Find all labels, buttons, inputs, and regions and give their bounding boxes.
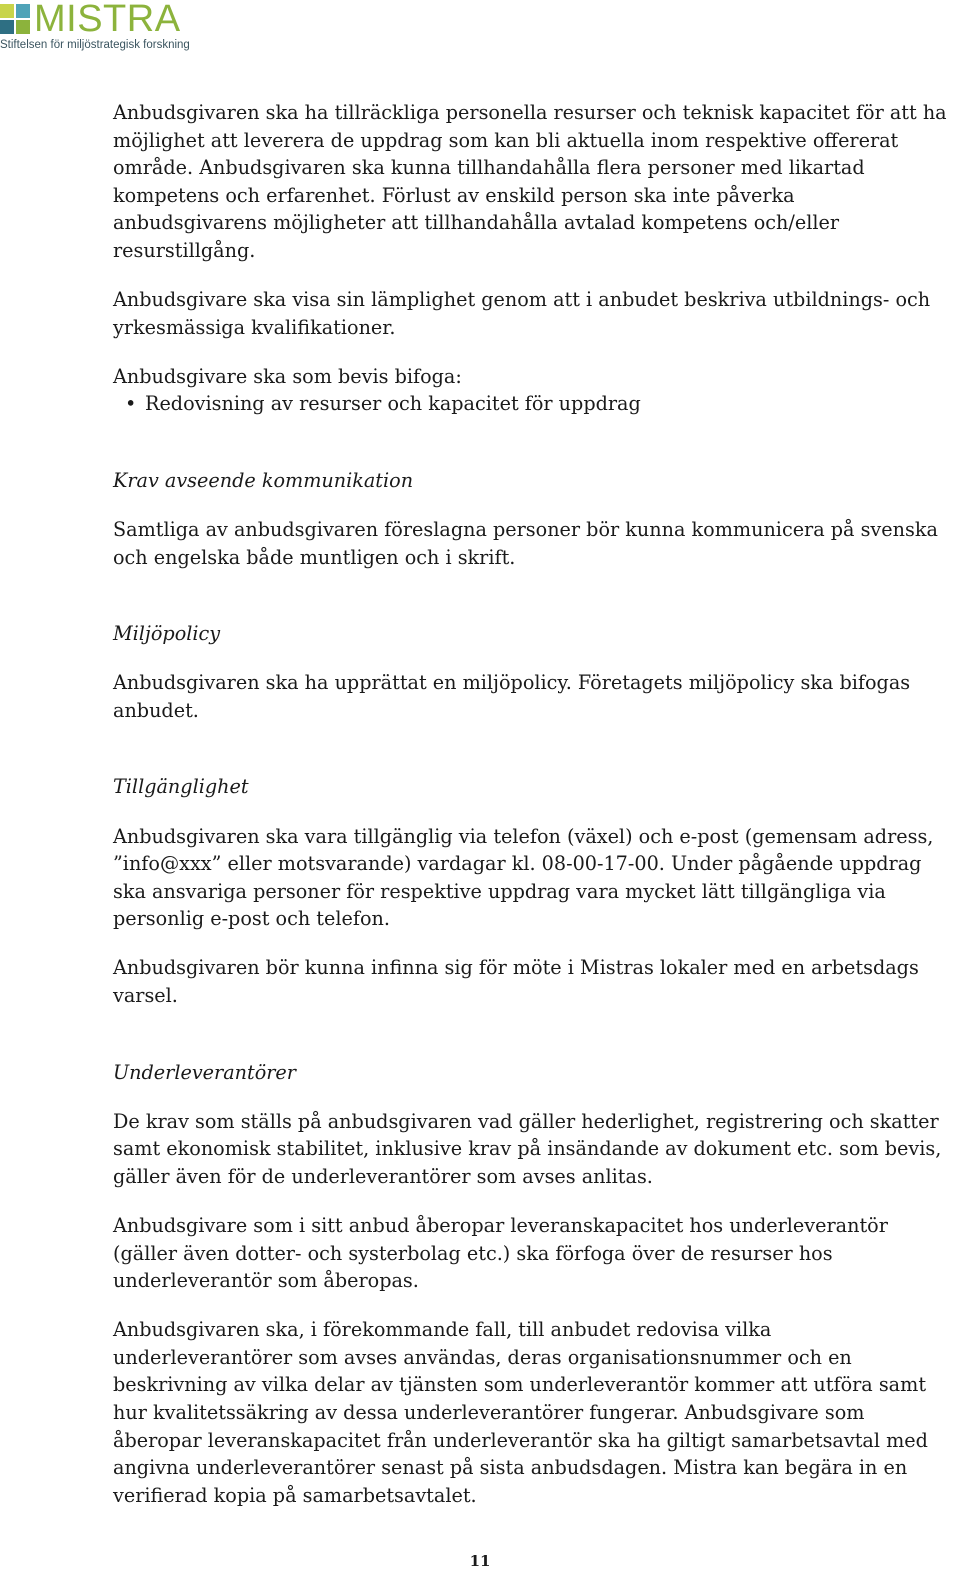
heading-kommunikation: Krav avseende kommunikation	[113, 468, 414, 492]
logo-squares-icon	[0, 4, 30, 34]
paragraph-miljopolicy: Anbudsgivaren ska ha upprättat en miljöpolicy. Företagets miljöpolicy ska bifogas anbudet.	[113, 671, 911, 722]
logo-wordmark: MISTRA	[34, 0, 181, 40]
paragraph-suitability: Anbudsgivare ska visa sin lämplighet genom att i anbudet beskriva utbildnings- och yrkesmässiga kvalifikationer.	[113, 287, 931, 339]
document-body	[113, 99, 949, 1531]
heading-underleverantorer: Underleverantörer	[113, 1060, 296, 1084]
paragraph-underleverantorer-3: Anbudsgivaren ska, i förekommande fall, till anbudet redovisa vilka underleverantörer som avses användas, deras organisationsnummer och en beskrivning av vilka delar av tjänsten som underleverantör kommer att utföra samt hur kvalitetssäkring av dessa underleverantörer fungerar. Anbudsgivare som åberopar leveranskapacitet från underleverantör ska ha giltigt samarbetsavtal med angivna underleverantörer senast på sista anbudsdagen. Mistra kan begära in en verifierad kopia på samarbetsavtalet.	[113, 1318, 928, 1507]
heading-tillganglighet: Tillgänglighet	[113, 775, 249, 799]
paragraph-tillganglighet-1: Anbudsgivaren ska vara tillgänglig via telefon (växel) och e-post (gemensam adress, ”info@xxx” eller motsvarande) vardagar kl. 08-00-17-00. Under pågående uppdrag ska ansvariga personer för respektive uppdrag vara mycket lätt tillgängliga via personlig e-post och telefon.	[113, 824, 934, 931]
paragraph-attach-intro: Anbudsgivare ska som bevis bifoga:	[113, 364, 462, 388]
attachment-list	[113, 390, 949, 418]
heading-miljopolicy: Miljöpolicy	[113, 622, 221, 646]
list-item: • Redovisning av resurser och kapacitet för uppdrag	[145, 390, 949, 418]
paragraph-underleverantorer-2: Anbudsgivare som i sitt anbud åberopar leveranskapacitet hos underleverantör (gäller även dotter- och systerbolag etc.) ska förfoga över de resurser hos underleverantör som åberopas.	[113, 1213, 888, 1293]
mistra-logo	[0, 0, 200, 56]
paragraph-tillganglighet-2: Anbudsgivaren bör kunna infinna sig för möte i Mistras lokaler med en arbetsdags varsel.	[113, 956, 919, 1008]
logo-tagline: Stiftelsen för miljöstrategisk forskning	[0, 39, 190, 51]
page-number: 11	[469, 1552, 491, 1570]
paragraph-resources: Anbudsgivaren ska ha tillräckliga personella resurser och teknisk kapacitet för att ha möjlighet att leverera de uppdrag som kan bli aktuella inom respektive offererat område. Anbudsgivaren ska kunna tillhandahålla flera personer med likartad kompetens och erfarenhet. Förlust av enskild person ska inte påverka anbudsgivarens möjligheter att tillhandahålla avtalad kompetens och/eller resurstillgång.	[113, 101, 947, 262]
paragraph-kommunikation: Samtliga av anbudsgivaren föreslagna personer bör kunna kommunicera på svenska och engelska både muntligen och i skrift.	[113, 517, 938, 569]
paragraph-underleverantorer-1: De krav som ställs på anbudsgivaren vad gäller hederlighet, registrering och skatter samt ekonomisk stabilitet, inklusive krav på insändande av dokument etc. som bevis, gäller även för de underleverantörer som avses anlitas.	[113, 1109, 942, 1188]
